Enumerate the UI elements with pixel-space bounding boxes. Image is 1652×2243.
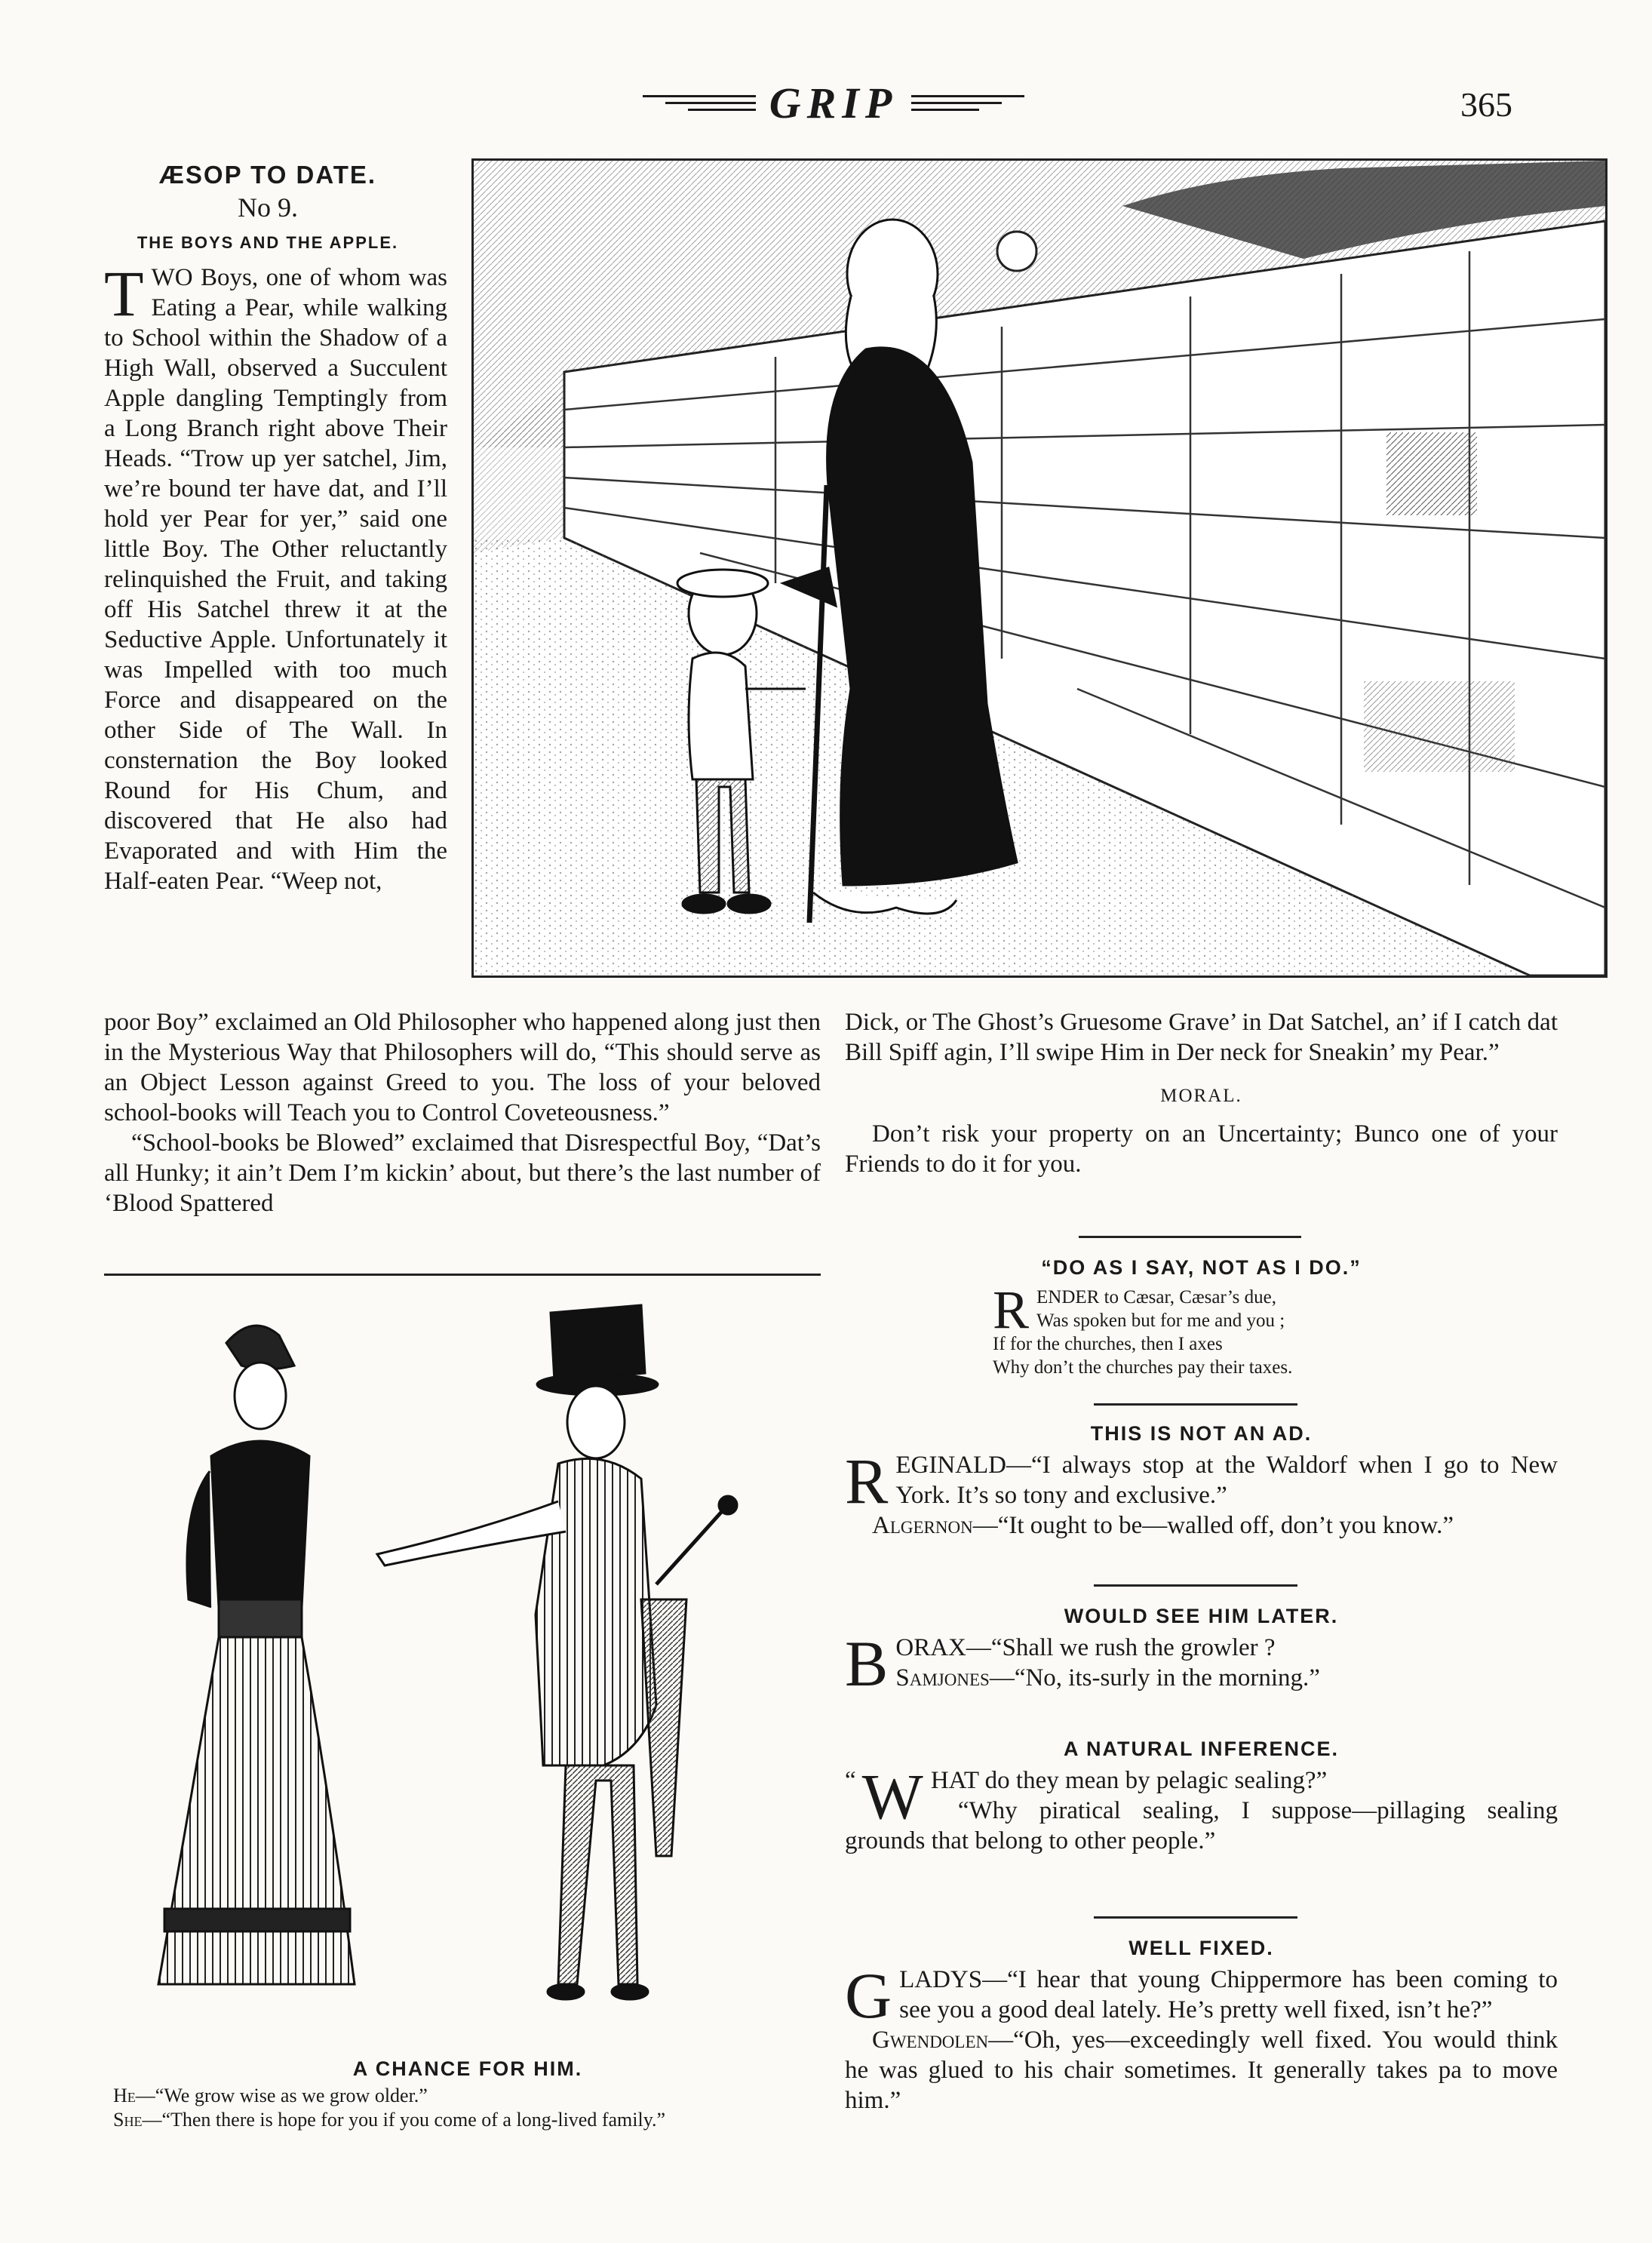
- speaker-name: Gwendolen: [872, 2026, 989, 2054]
- verse-line: If for the churches, then I axes: [993, 1334, 1223, 1354]
- dialogue-line: “Why piratical sealing, I suppose—pillaging sealing grounds that belong to other people.”: [845, 1797, 1558, 1854]
- divider-rule: [1094, 1584, 1297, 1587]
- divider-rule: [1094, 1916, 1297, 1919]
- he-line: [113, 2084, 822, 2108]
- chance-for-him-illustration: [113, 1283, 822, 2037]
- dialogue-line: —“I hear that young Chippermore has been coming to see you a good deal lately. He’s pretty well fixed, isn’t he?”: [899, 1966, 1558, 2023]
- verse-line: Was spoken but for me and you ;: [1036, 1310, 1285, 1331]
- do-as-i-say-verse: [993, 1280, 1558, 1379]
- dialogue-line: —“Then there is hope for you if you come of a long-lived family.”: [142, 2109, 666, 2131]
- aesop-para1-wide-text: poor Boy” exclaimed an Old Philosopher who happened along just then in the Mysterious Way that Philosophers will do, “This should serve as an Object Lesson against Greed to you. The loss of your beloved school-books will Teach you to Control Coveteousness.”: [104, 1009, 821, 1126]
- open-quote: “: [845, 1767, 856, 1794]
- aesop-para1-wide: [104, 1007, 821, 1218]
- dialogue-line: —“No, its-surly in the morning.”: [989, 1664, 1320, 1691]
- do-as-i-say-title: “DO AS I SAY, NOT AS I DO.”: [1041, 1256, 1362, 1279]
- well-fixed-title: WELL FIXED.: [1128, 1937, 1274, 1959]
- dialogue-line: —“Shall we rush the growler ?: [966, 1634, 1276, 1661]
- dialogue-line: HAT do they mean by pelagic sealing?”: [930, 1767, 1328, 1794]
- aesop-moral-label: MORAL.: [1160, 1086, 1242, 1106]
- chance-for-him-title: A CHANCE FOR HIM.: [352, 2057, 583, 2080]
- boy-philosopher-illustration: [471, 158, 1607, 978]
- aesop-continuation: [845, 1007, 1558, 1179]
- aesop-heading: [91, 160, 445, 257]
- not-an-ad-dropcap: R: [845, 1445, 889, 1517]
- see-him-later-dropcap: B: [845, 1627, 889, 1700]
- masthead-rule-left: [643, 95, 756, 111]
- dialogue-line: —“It ought to be—walled off, don’t you know.”: [972, 1512, 1454, 1539]
- speaker-name: Samjones: [895, 1664, 990, 1691]
- natural-inference-title: A NATURAL INFERENCE.: [1063, 1738, 1339, 1760]
- speaker-name: ORAX: [895, 1634, 966, 1661]
- dialogue-line: —“I always stop at the Waldorf when I go to New York. It’s so tony and exclusive.”: [895, 1452, 1558, 1509]
- she-line: [113, 2108, 822, 2132]
- natural-inference-dropcap: W: [861, 1760, 923, 1833]
- aesop-subtitle: THE BOYS AND THE APPLE.: [137, 233, 399, 252]
- dialogue-line: —“Oh, yes—exceedingly well fixed. You would think he was glued to his chair sometimes. It generally takes pa to move him.”: [845, 2026, 1558, 2114]
- speaker-name: EGINALD: [895, 1452, 1007, 1479]
- dialogue-line: —“We grow wise as we grow older.”: [135, 2085, 428, 2106]
- speaker-name: He: [113, 2085, 136, 2106]
- not-an-ad-section: [845, 1417, 1558, 1541]
- aesop-moral-text: Don’t risk your property on an Uncertainty; Bunco one of your Friends to do it for you.: [845, 1120, 1558, 1178]
- masthead: [588, 72, 1079, 133]
- aesop-para1-text: WO Boys, one of whom was Eating a Pear, while walking to School within the Shadow of a High Wall, observed a Succulent Apple dangling Temptingly from a Long Branch right above Their Heads. “Trow up yer satchel, Jim, we’re bound ter have dat, and I’ll hold yer Pear for yer,” said one little Boy. The Other reluctantly relinquished the Fruit, and taking off His Satchel threw it at the Seductive Apple. Unfortunately it was Impelled with too much Force and disappeared on the other Side of The Wall. In consternation the Boy looked Round for His Chum, and discovered that He also had Evaporated and with Him the Half-eaten Pear. “Weep not,: [104, 264, 447, 895]
- do-as-i-say-section: [845, 1252, 1558, 1379]
- masthead-rule-right: [911, 95, 1024, 111]
- page-number: 365: [1460, 85, 1512, 124]
- aesop-para3-text: Dick, or The Ghost’s Gruesome Grave’ in Dat Satchel, an’ if I catch dat Bill Spiff agin, I’ll swipe Him in Der neck for Sneakin’ my Pear.”: [845, 1009, 1558, 1066]
- well-fixed-section: [845, 1931, 1558, 2115]
- divider-rule: [1079, 1236, 1301, 1238]
- not-an-ad-title: THIS IS NOT AN AD.: [1090, 1422, 1313, 1445]
- do-as-i-say-dropcap: R: [993, 1280, 1030, 1340]
- natural-inference-section: [845, 1732, 1558, 1856]
- verse-line: Why don’t the churches pay their taxes.: [993, 1357, 1293, 1378]
- verse-line: ENDER to Cæsar, Cæsar’s due,: [1036, 1287, 1276, 1307]
- aesop-para2-text: “School-books be Blowed” exclaimed that Disrespectful Boy, “Dat’s all Hunky; it ain’t Dem I’m kickin’ about, but there’s the last number of ‘Blood Spattered: [104, 1129, 821, 1217]
- speaker-name: She: [113, 2109, 143, 2131]
- see-him-later-title: WOULD SEE HIM LATER.: [1064, 1605, 1339, 1627]
- aesop-dropcap: T: [104, 257, 144, 330]
- see-him-later-section: [845, 1599, 1558, 1700]
- divider-rule: [1094, 1403, 1297, 1406]
- well-fixed-dropcap: G: [845, 1959, 892, 2032]
- speaker-name: Algernon: [872, 1512, 973, 1539]
- aesop-number: No 9.: [238, 192, 298, 223]
- aesop-title: ÆSOP TO DATE.: [158, 161, 377, 189]
- masthead-title: GRIP: [769, 78, 898, 128]
- divider-rule: [104, 1274, 821, 1276]
- chance-for-him-caption: [113, 2054, 822, 2132]
- aesop-para1-narrow: [104, 257, 447, 896]
- speaker-name: LADYS: [899, 1966, 983, 1993]
